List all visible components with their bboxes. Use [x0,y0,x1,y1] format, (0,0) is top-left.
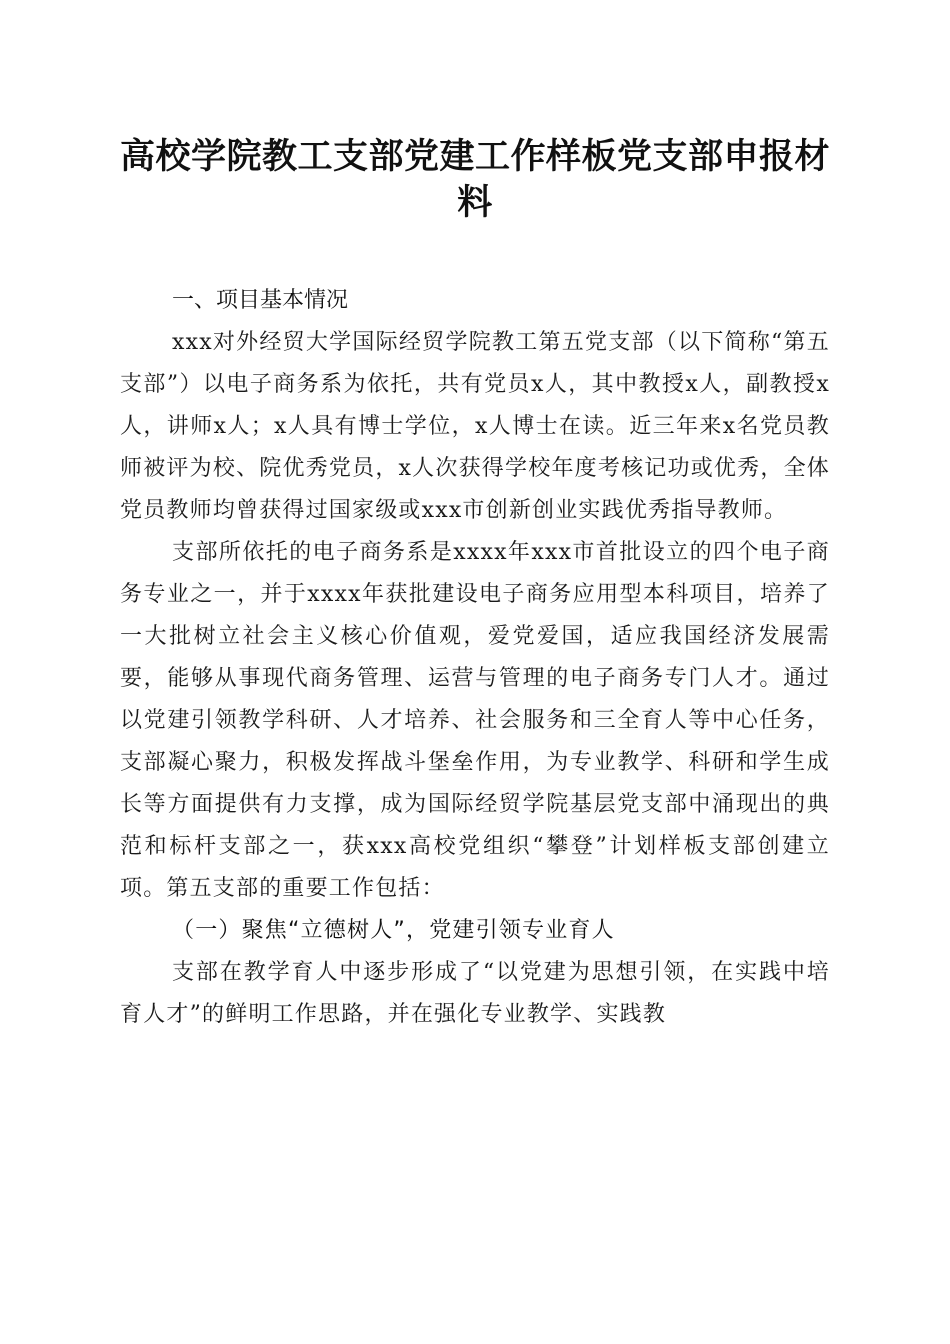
document-body [120,280,830,1036]
document-title: 高校学院教工支部党建工作样板党支部申报材料 [119,136,830,223]
subsection-heading-moral-education: （一）聚焦“立德树人”，党建引领专业育人 [172,918,615,943]
paragraph-branch-overview: xxx对外经贸大学国际经贸学院教工第五党支部（以下简称“第五支部”）以电子商务系为依托，共有党员x人，其中教授x人，副教授x人，讲师x人；x人具有博士学位，x人博士在读。近三年来x名党员教师被评为校、院优秀党员，x人次获得学校年度考核记功或优秀，全体党员教师均曾获得过国家级或xxx市创新创业实践优秀指导教师。 [120,330,830,523]
paragraph-teaching-approach: 支部在教学育人中逐步形成了“以党建为思想引领，在实践中培育人才”的鲜明工作思路，并在强化专业教学、实践教 [120,960,830,1027]
section-heading-basic-info: 一、项目基本情况 [172,288,349,313]
paragraph-ecommerce-department: 支部所依托的电子商务系是xxxx年xxx市首批设立的四个电子商务专业之一，并于xxxx年获批建设电子商务应用型本科项目，培养了一大批树立社会主义核心价值观，爱党爱国，适应我国经济发展需要，能够从事现代商务管理、运营与管理的电子商务专门人才。通过以党建引领教学科研、人才培养、社会服务和三全育人等中心任务，支部凝心聚力，积极发挥战斗堡垒作用，为专业教学、科研和学生成长等方面提供有力支撑，成为国际经贸学院基层党支部中涌现出的典范和标杆支部之一，获xxx高校党组织“攀登”计划样板支部创建立项。第五支部的重要工作包括： [120,540,830,901]
